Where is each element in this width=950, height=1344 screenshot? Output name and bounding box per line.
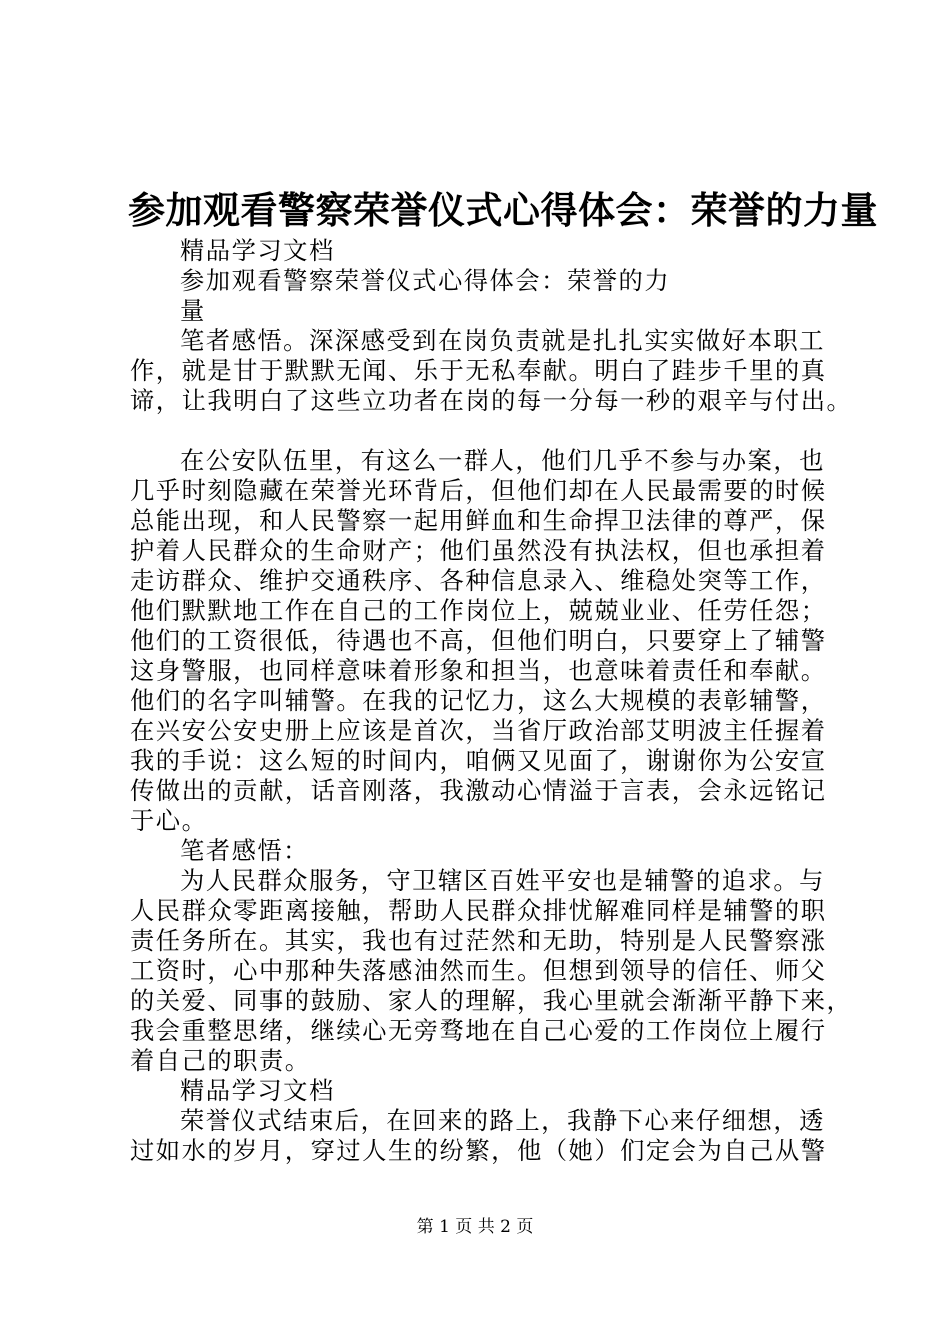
text-line: 精品学习文档 bbox=[180, 1076, 335, 1105]
text-line: 荣誉仪式结束后，在回来的路上，我静下心来仔细想，透 bbox=[180, 1106, 825, 1135]
text-line: 参加观看警察荣誉仪式心得体会：荣誉的力 bbox=[180, 266, 671, 295]
text-line: 于心。 bbox=[130, 806, 208, 835]
text-line: 我的手说：这么短的时间内，咱俩又见面了，谢谢你为公安宣 bbox=[130, 746, 827, 775]
text-line: 过如水的岁月，穿过人生的纷繁，他（她）们定会为自己从警 bbox=[130, 1136, 827, 1165]
text-line: 在兴安公安史册上应该是首次，当省厅政治部艾明波主任握着 bbox=[130, 716, 827, 745]
blank-line bbox=[130, 416, 830, 446]
text-line: 的关爱、同事的鼓励、家人的理解，我心里就会渐渐平静下来， bbox=[130, 986, 853, 1015]
text-line: 传做出的贡献，话音刚落，我激动心情溢于言表，会永远铭记 bbox=[130, 776, 827, 805]
text-line: 笔者感悟。深深感受到在岗负责就是扎扎实实做好本职工 bbox=[180, 326, 825, 355]
text-line: 在公安队伍里，有这么一群人，他们几乎不参与办案，也 bbox=[180, 446, 825, 475]
text-line: 总能出现，和人民警察一起用鲜血和生命捍卫法律的尊严，保 bbox=[130, 506, 827, 535]
text-line: 人民群众零距离接触，帮助人民群众排忧解难同样是辅警的职 bbox=[130, 896, 827, 925]
document-body bbox=[130, 236, 853, 1166]
text-line: 量 bbox=[180, 296, 206, 325]
text-line: 他们的名字叫辅警。在我的记忆力，这么大规模的表彰辅警， bbox=[130, 686, 827, 715]
text-line: 精品学习文档 bbox=[180, 236, 335, 265]
text-line: 护着人民群众的生命财产；他们虽然没有执法权，但也承担着 bbox=[130, 536, 827, 565]
text-line: 我会重整思绪，继续心无旁骛地在自己心爱的工作岗位上履行 bbox=[130, 1016, 827, 1045]
text-line: 为人民群众服务，守卫辖区百姓平安也是辅警的追求。与 bbox=[180, 866, 825, 895]
text-line: 责任务所在。其实，我也有过茫然和无助，特别是人民警察涨 bbox=[130, 926, 827, 955]
document-title: 参加观看警察荣誉仪式心得体会：荣誉的力量 bbox=[128, 188, 878, 232]
text-line: 他们默默地工作在自己的工作岗位上，兢兢业业、任劳任怨； bbox=[130, 596, 827, 625]
text-line: 工资时，心中那种失落感油然而生。但想到领导的信任、师父 bbox=[130, 956, 827, 985]
page-footer: 第 1 页 共 2 页 bbox=[416, 1217, 534, 1237]
text-line: 谛，让我明白了这些立功者在岗的每一分每一秒的艰辛与付出。 bbox=[130, 386, 853, 415]
text-line: 走访群众、维护交通秩序、各种信息录入、维稳处突等工作， bbox=[130, 566, 827, 595]
text-line: 着自己的职责。 bbox=[130, 1046, 311, 1075]
text-line: 这身警服，也同样意味着形象和担当，也意味着责任和奉献。 bbox=[130, 656, 827, 685]
text-line: 笔者感悟： bbox=[180, 836, 309, 865]
text-line: 几乎时刻隐藏在荣誉光环背后，但他们却在人民最需要的时候 bbox=[130, 476, 827, 505]
text-line: 他们的工资很低，待遇也不高，但他们明白，只要穿上了辅警 bbox=[130, 626, 827, 655]
text-line: 作，就是甘于默默无闻、乐于无私奉献。明白了跬步千里的真 bbox=[130, 356, 827, 385]
